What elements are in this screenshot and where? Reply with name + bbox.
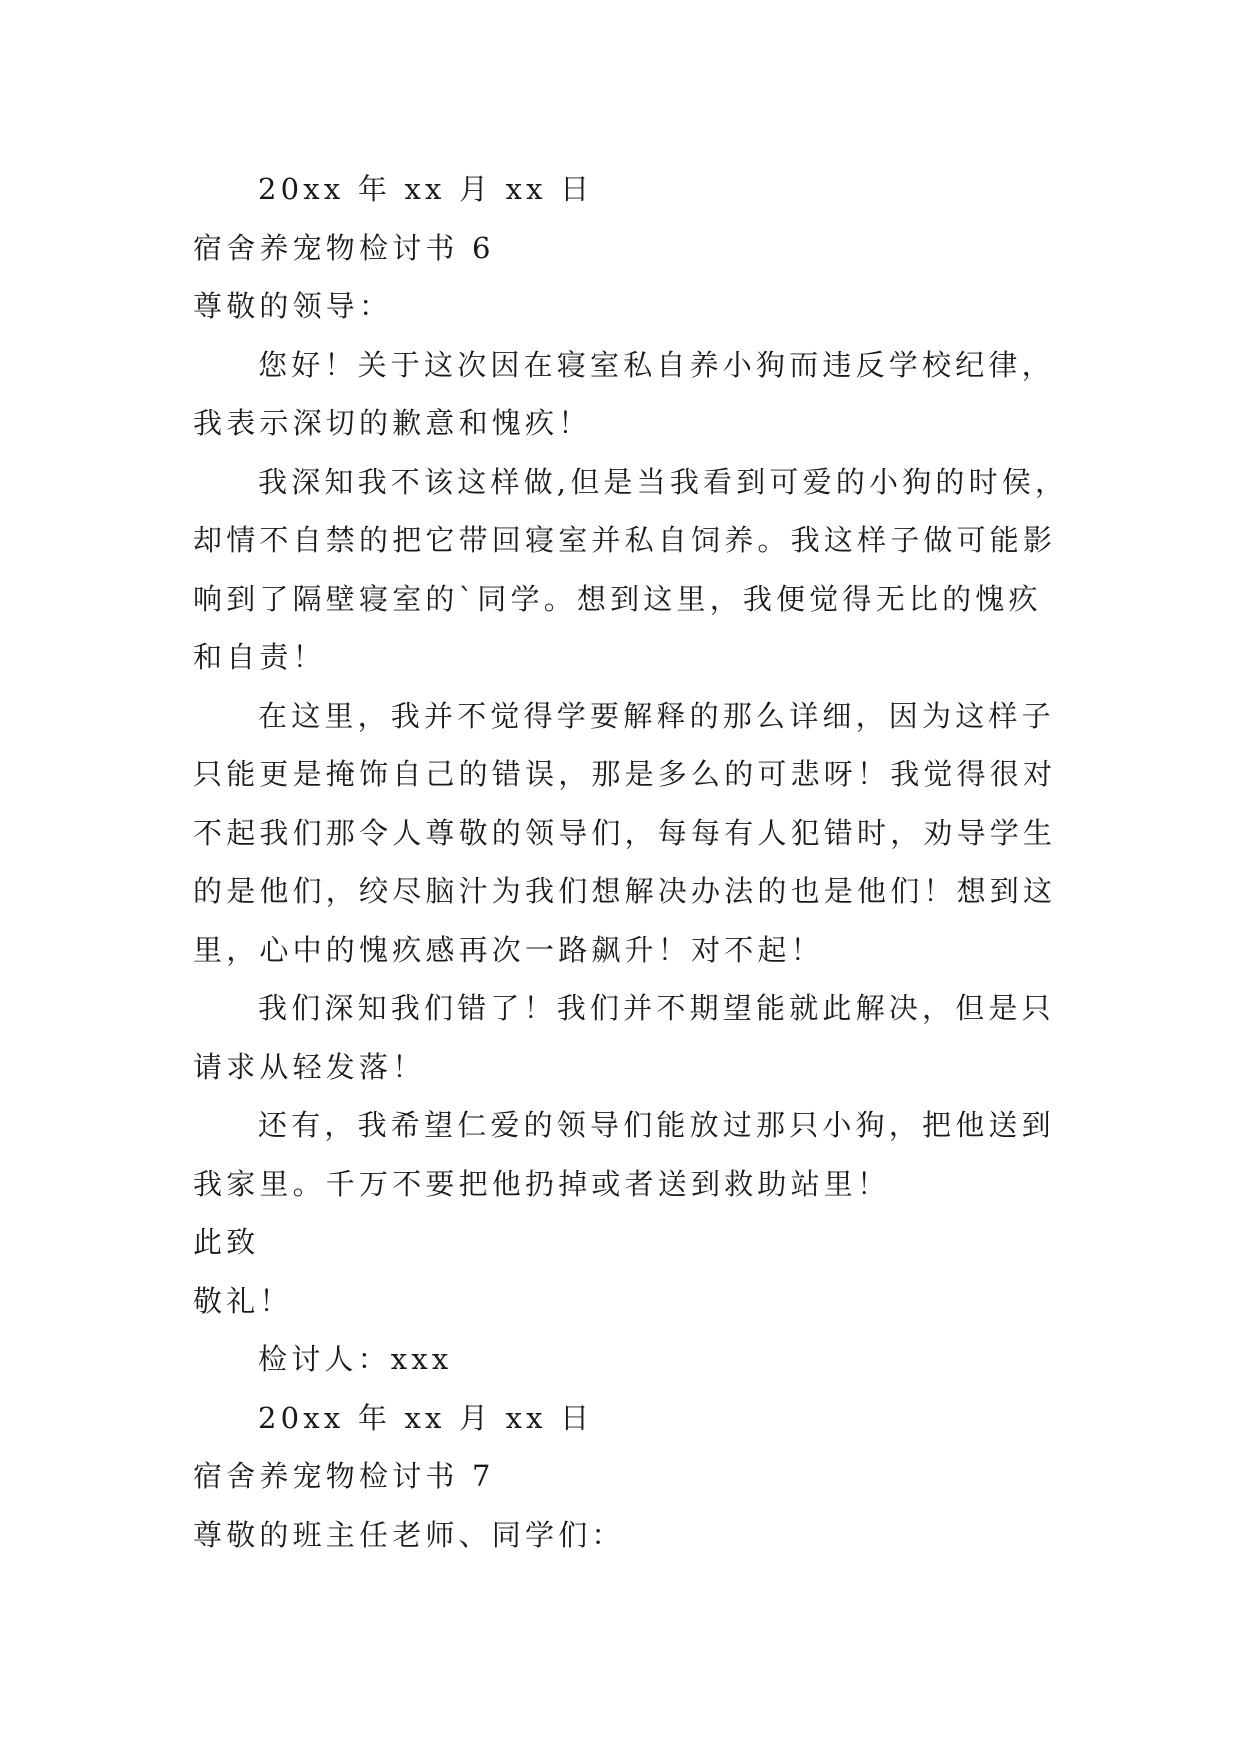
signature-line: 检讨人：xxx xyxy=(258,1342,453,1376)
closing-line: 此致 xyxy=(193,1225,260,1259)
salutation: 尊敬的班主任老师、同学们： xyxy=(193,1517,625,1552)
paragraph-line: 里，心中的愧疚感再次一路飙升！对不起！ xyxy=(193,932,824,967)
paragraph-line: 响到了隔壁寝室的`同学。想到这里，我便觉得无比的愧疚 xyxy=(193,581,1042,616)
paragraph-line: 我们深知我们错了！我们并不期望能就此解决，但是只 xyxy=(258,991,1055,1025)
paragraph-line: 不起我们那令人尊敬的领导们，每每有人犯错时，劝导学生 xyxy=(193,815,1057,850)
section-title: 宿舍养宠物检讨书 7 xyxy=(193,1459,495,1493)
paragraph-line: 在这里，我并不觉得学要解释的那么详细，因为这样子 xyxy=(258,698,1055,733)
paragraph-line: 您好！关于这次因在寝室私自养小狗而违反学校纪律， xyxy=(258,347,1055,382)
document-page xyxy=(193,160,1069,1564)
paragraph-line: 的是他们，绞尽脑汁为我们想解决办法的也是他们！想到这 xyxy=(193,874,1057,908)
paragraph-line: 我家里。千万不要把他扔掉或者送到救助站里！ xyxy=(193,1166,891,1201)
paragraph-line: 却情不自禁的把它带回寝室并私自饲养。我这样子做可能影 xyxy=(193,523,1057,557)
paragraph-line: 请求从轻发落！ xyxy=(193,1049,426,1084)
closing-line: 敬礼！ xyxy=(193,1283,293,1318)
paragraph-line: 我表示深切的歉意和愧疚！ xyxy=(193,406,592,440)
date-line: 20xx 年 xx 月 xx 日 xyxy=(258,1400,594,1435)
salutation: 尊敬的领导： xyxy=(193,289,393,323)
paragraph-line: 只能更是掩饰自己的错误，那是多么的可悲呀！我觉得很对 xyxy=(193,757,1057,791)
section-title: 宿舍养宠物检讨书 6 xyxy=(193,230,495,265)
date-line: 20xx 年 xx 月 xx 日 xyxy=(258,172,594,206)
paragraph-line: 我深知我不该这样做,但是当我看到可爱的小狗的时侯， xyxy=(258,464,1069,499)
paragraph-line: 还有，我希望仁爱的领导们能放过那只小狗，把他送到 xyxy=(258,1108,1055,1142)
paragraph-line: 和自责！ xyxy=(193,640,326,674)
